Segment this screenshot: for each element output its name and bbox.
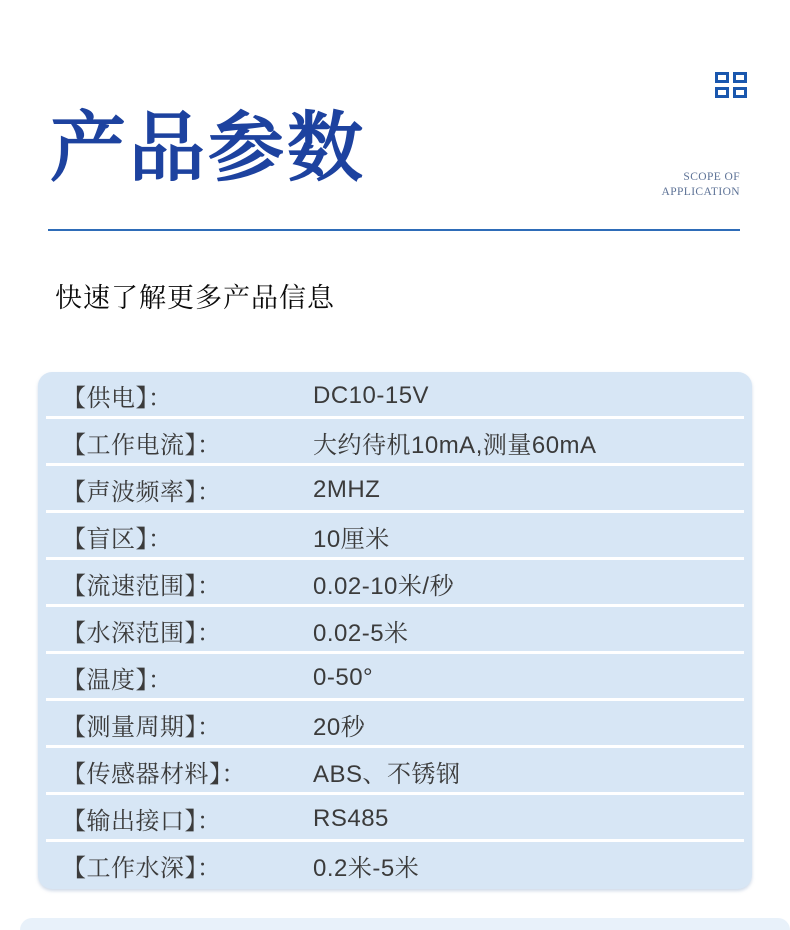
table-row bbox=[38, 419, 752, 466]
table-row bbox=[38, 513, 752, 560]
scope-caption bbox=[661, 170, 740, 200]
grid-square-icon bbox=[715, 72, 729, 83]
spec-value: 大约待机10mA,测量60mA bbox=[313, 432, 597, 459]
page-subtitle: 快速了解更多产品信息 bbox=[55, 283, 335, 313]
spec-value: 10厘米 bbox=[313, 526, 390, 553]
spec-label: 【水深范围】： bbox=[62, 620, 222, 647]
grid-square-icon bbox=[733, 72, 747, 83]
spec-label: 【工作电流】： bbox=[62, 432, 222, 459]
table-row bbox=[38, 372, 752, 419]
table-row bbox=[38, 748, 752, 795]
spec-value: 0.02-10米/秒 bbox=[313, 573, 455, 600]
spec-value: 0-50° bbox=[313, 663, 374, 691]
spec-value: ABS、不锈钢 bbox=[313, 761, 461, 788]
table-row bbox=[38, 607, 752, 654]
grid-square-icon bbox=[733, 87, 747, 98]
scope-caption-line1: SCOPE OF bbox=[683, 171, 740, 183]
spec-label: 【工作水深】： bbox=[62, 855, 222, 882]
table-row bbox=[38, 466, 752, 513]
table-row bbox=[38, 654, 752, 701]
spec-value: RS485 bbox=[313, 804, 389, 832]
table-row bbox=[38, 701, 752, 748]
spec-value: 20秒 bbox=[313, 714, 366, 741]
scope-caption-line2: APPLICATION bbox=[661, 185, 740, 198]
spec-label: 【盲区】： bbox=[62, 526, 173, 553]
title-divider bbox=[48, 229, 740, 231]
spec-value: 0.02-5米 bbox=[313, 620, 409, 647]
next-section-edge bbox=[20, 918, 790, 930]
spec-label: 【流速范围】： bbox=[62, 573, 222, 600]
spec-label: 【声波频率】： bbox=[62, 479, 222, 506]
page-title: 产品参数 bbox=[50, 107, 366, 191]
table-row bbox=[38, 842, 752, 889]
grid-square-icon bbox=[715, 87, 729, 98]
spec-table bbox=[38, 372, 752, 889]
spec-label: 【供电】： bbox=[62, 385, 173, 412]
spec-label: 【传感器材料】： bbox=[62, 761, 246, 788]
spec-label: 【测量周期】： bbox=[62, 714, 222, 741]
table-row bbox=[38, 795, 752, 842]
spec-label: 【输出接口】： bbox=[62, 808, 222, 835]
grid-icon bbox=[715, 72, 747, 98]
spec-value: 0.2米-5米 bbox=[313, 855, 420, 882]
spec-label: 【温度】： bbox=[62, 667, 173, 694]
table-row bbox=[38, 560, 752, 607]
spec-value: 2MHZ bbox=[313, 475, 381, 503]
spec-value: DC10-15V bbox=[313, 381, 430, 409]
